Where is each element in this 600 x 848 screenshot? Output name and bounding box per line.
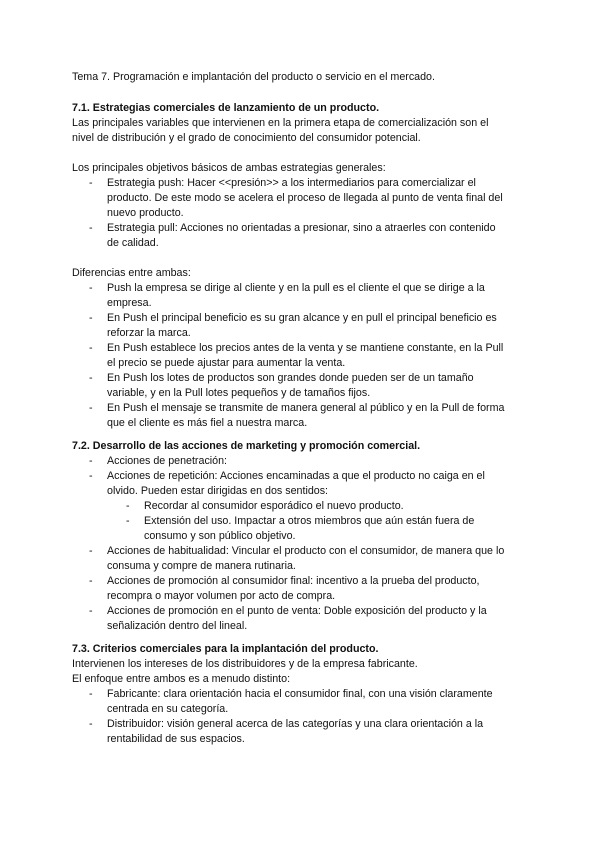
bullet-dash: - (89, 688, 93, 700)
paragraph-line: Diferencias entre ambas: (72, 267, 191, 279)
list-item-line: Estrategia push: Hacer <<presión>> a los intermediarios para comercializar el (107, 177, 476, 189)
list-item-line: Distribuidor: visión general acerca de las categorías y una clara orientación a la (107, 718, 484, 730)
bullet-dash: - (89, 282, 93, 294)
list-item-line: Push la empresa se dirige al cliente y en la pull es el cliente el que se dirige a la (107, 282, 485, 294)
list-item-line: recompra o mayor volumen por acto de compra. (107, 590, 336, 602)
list-item-line: En Push el mensaje se transmite de manera general al público y en la Pull de forma (107, 402, 505, 414)
paragraph-line: nivel de distribución y el grado de conocimiento del consumidor potencial. (72, 132, 421, 144)
sub-list-item-line: consumo y son público objetivo. (144, 530, 296, 542)
paragraph-line: El enfoque entre ambos es a menudo distinto: (72, 673, 291, 685)
bullet-dash: - (89, 312, 93, 324)
list-item-line: rentabilidad de sus espacios. (107, 733, 245, 745)
paragraph-line: Las principales variables que intervienen en la primera etapa de comercialización son el (72, 117, 489, 129)
list-item-line: Acciones de promoción al consumidor final: incentivo a la prueba del producto, (107, 575, 480, 587)
list-item-line: centrada en su categoría. (107, 703, 229, 715)
bullet-dash: - (89, 545, 93, 557)
list-item-line: Acciones de penetración: (107, 455, 228, 467)
document-title: Tema 7. Programación e implantación del producto o servicio en el mercado. (72, 71, 435, 83)
bullet-dash: - (89, 718, 93, 730)
bullet-dash: - (89, 177, 93, 189)
list-item-line: En Push los lotes de productos son grandes donde pueden ser de un tamaño (107, 372, 474, 384)
list-item-line: Acciones de habitualidad: Vincular el producto con el consumidor, de manera que lo (107, 545, 505, 557)
list-item-line: de calidad. (107, 237, 159, 249)
bullet-dash: - (89, 372, 93, 384)
list-item-line: variable, y en la Pull lotes pequeños y de tamaños fijos. (107, 387, 371, 399)
bullet-dash: - (89, 455, 93, 467)
bullet-dash: - (89, 342, 93, 354)
list-item-line: producto. De este modo se acelera el proceso de llegada al punto de venta final del (107, 192, 503, 204)
sub-bullet-dash: - (126, 515, 130, 527)
section-7-2-heading: 7.2. Desarrollo de las acciones de marketing y promoción comercial. (72, 440, 421, 452)
bullet-dash: - (89, 605, 93, 617)
list-item-line: Acciones de repetición: Acciones encaminadas a que el producto no caiga en el (107, 470, 485, 482)
list-item-line: el precio se puede ajustar para aumentar la venta. (107, 357, 346, 369)
list-item-line: consuma y compre de manera rutinaria. (107, 560, 296, 572)
section-7-3-heading: 7.3. Criterios comerciales para la implantación del producto. (72, 643, 379, 655)
list-item-line: olvido. Pueden estar dirigidas en dos sentidos: (107, 485, 329, 497)
sub-list-item-line: Recordar al consumidor esporádico el nuevo producto. (144, 500, 404, 512)
list-item-line: Fabricante: clara orientación hacia el consumidor final, con una visión claramente (107, 688, 493, 700)
section-7-1-heading: 7.1. Estrategias comerciales de lanzamiento de un producto. (72, 102, 380, 114)
list-item-line: Estrategia pull: Acciones no orientadas a presionar, sino a atraerles con contenido (107, 222, 496, 234)
list-item-line: reforzar la marca. (107, 327, 191, 339)
bullet-dash: - (89, 470, 93, 482)
list-item-line: empresa. (107, 297, 152, 309)
sub-bullet-dash: - (126, 500, 130, 512)
list-item-line: que el cliente es más fiel a nuestra marca. (107, 417, 308, 429)
bullet-dash: - (89, 402, 93, 414)
list-item-line: nuevo producto. (107, 207, 184, 219)
list-item-line: Acciones de promoción en el punto de venta: Doble exposición del producto y la (107, 605, 487, 617)
list-item-line: En Push establece los precios antes de la venta y se mantiene constante, en la Pull (107, 342, 504, 354)
paragraph-line: Intervienen los intereses de los distribuidores y de la empresa fabricante. (72, 658, 418, 670)
bullet-dash: - (89, 575, 93, 587)
bullet-dash: - (89, 222, 93, 234)
paragraph-line: Los principales objetivos básicos de ambas estrategias generales: (72, 162, 386, 174)
list-item-line: señalización dentro del lineal. (107, 620, 248, 632)
list-item-line: En Push el principal beneficio es su gran alcance y en pull el principal beneficio es (107, 312, 497, 324)
sub-list-item-line: Extensión del uso. Impactar a otros miembros que aún están fuera de (144, 515, 475, 527)
